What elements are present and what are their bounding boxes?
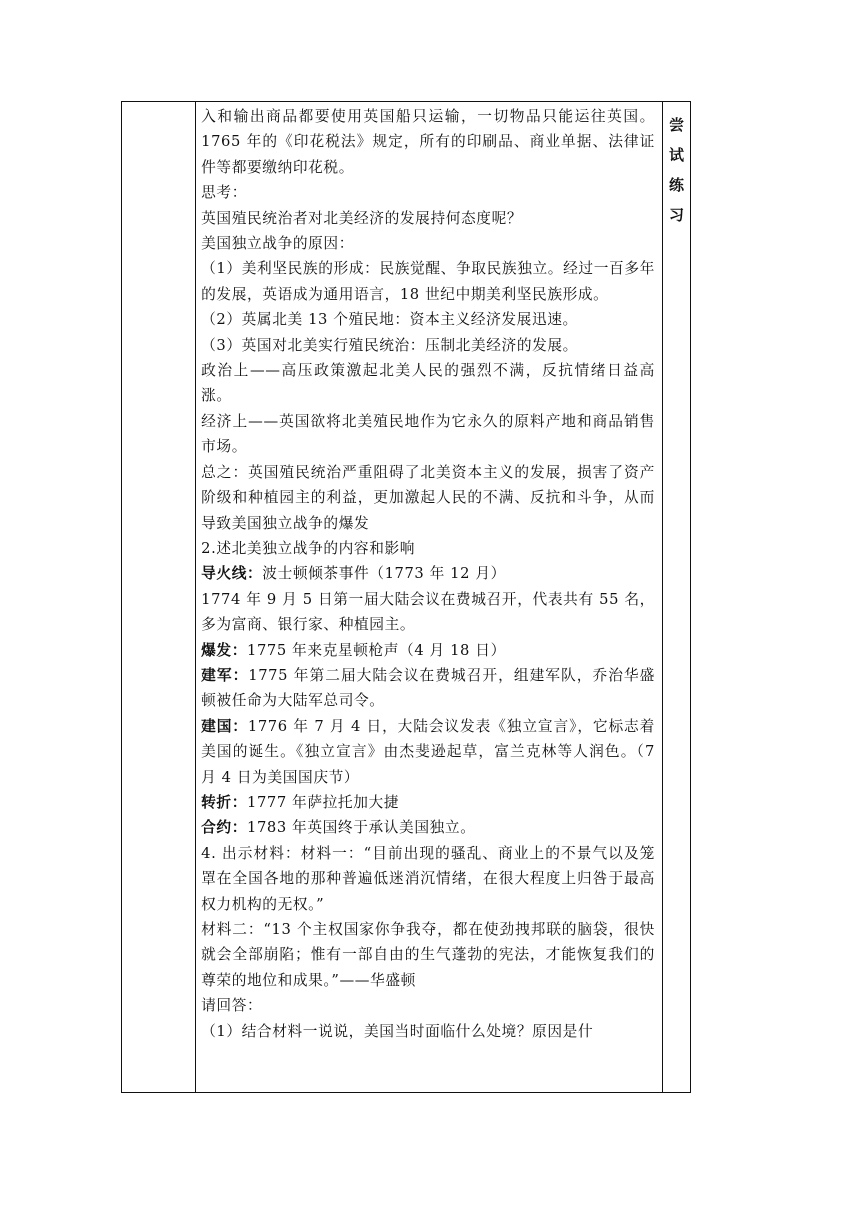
keyword-label: 合约： — [201, 819, 247, 837]
lesson-plan-table — [121, 101, 691, 1093]
content-line — [201, 307, 655, 332]
content-line — [201, 409, 655, 460]
content-line — [201, 536, 655, 561]
content-line — [201, 993, 655, 1018]
line-text: 入和输出商品都要使用英国船只运输，一切物品只能运往英国。1765 年的《印花税法》规定，所有的印刷品、商业单据、法律证件等都要缴纳印花税。 — [201, 108, 655, 176]
line-text: 1776 年 7 月 4 日，大陆会议发表《独立宣言》，它标志着美国的诞生。《独立宣言》由杰斐逊起草，富兰克林等人润色。（7 月 4 日为美国国庆节） — [201, 717, 655, 786]
keyword-label: 建国： — [201, 717, 248, 735]
line-text: （1）结合材料一说说，美国当时面临什么处境？原因是什 — [201, 1022, 594, 1040]
keyword-label: 转折： — [201, 793, 247, 811]
line-text: （1）美利坚民族的形成：民族觉醒、争取民族独立。经过一百多年的发展，英语成为通用语言，18 世纪中期美利坚民族形成。 — [201, 260, 655, 303]
side-note-cell — [662, 102, 690, 1093]
content-line — [201, 714, 655, 790]
content-line — [201, 663, 655, 714]
line-text: 1774 年 9 月 5 日第一届大陆会议在费城召开，代表共有 55 名，多为富商、银行家、种植园主。 — [201, 590, 655, 634]
line-text: （2）英属北美 13 个殖民地：资本主义经济发展迅速。 — [201, 311, 578, 329]
content-line — [201, 104, 655, 180]
content-line — [201, 587, 655, 638]
content-line — [201, 790, 655, 815]
line-text: 波士顿倾茶事件（1773 年 12 月） — [262, 565, 506, 583]
content-line — [201, 841, 655, 917]
content-line — [201, 460, 655, 536]
content-line — [201, 231, 655, 256]
line-text: 2.述北美独立战争的内容和影响 — [201, 539, 416, 557]
keyword-label: 导火线： — [201, 565, 263, 583]
line-text: 材料二：“13 个主权国家你争我夺，都在使劲拽邦联的脑袋，很快就会全部崩陷；惟有一部自由的生气蓬勃的宪法，才能恢复我们的尊荣的地位和成果。”——华盛顿 — [201, 921, 655, 989]
line-text: 请回答： — [201, 997, 263, 1015]
content-line — [201, 917, 655, 993]
content-line — [201, 180, 655, 205]
content-cell — [196, 102, 663, 1093]
empty-left-cell — [122, 102, 196, 1093]
line-text: （3）英国对北美实行殖民统治：压制北美经济的发展。 — [201, 336, 578, 354]
line-text: 总之：英国殖民统治严重阻碍了北美资本主义的发展，损害了资产阶级和种植园主的利益，更加激起人民的不满、反抗和斗争，从而导致美国独立战争的爆发 — [201, 463, 655, 532]
table-row — [122, 102, 691, 1093]
line-text: 4. 出示材料：材料一：“目前出现的骚乱、商业上的不景气以及笼罩在全国各地的那种普遍低迷消沉情绪，在很大程度上归咎于最高权力机构的无权。” — [201, 844, 655, 913]
line-text: 思考： — [201, 184, 247, 202]
content-line — [201, 638, 655, 663]
line-text: 1783 年英国终于承认美国独立。 — [247, 819, 476, 837]
keyword-label: 爆发： — [201, 641, 247, 659]
line-text: 经济上——英国欲将北美殖民地作为它永久的原料产地和商品销售市场。 — [201, 412, 655, 456]
line-text: 政治上——高压政策激起北美人民的强烈不满，反抗情绪日益高涨。 — [201, 362, 655, 405]
line-text: 1775 年来克星顿枪声（4 月 18 日） — [247, 641, 506, 659]
keyword-label: 建军： — [201, 666, 249, 684]
line-text: 1775 年第二届大陆会议在费城召开，组建军队，乔治华盛顿被任命为大陆军总司令。 — [201, 666, 655, 710]
content-line — [201, 206, 655, 231]
side-note-label: 尝试练习 — [668, 116, 685, 224]
content-line — [201, 358, 655, 409]
content-line — [201, 561, 655, 586]
line-text: 美国独立战争的原因： — [201, 235, 355, 253]
line-text: 英国殖民统治者对北美经济的发展持何态度呢？ — [201, 209, 523, 227]
content-line — [201, 815, 655, 840]
content-line — [201, 333, 655, 358]
content-line — [201, 1019, 655, 1044]
line-text: 1777 年萨拉托加大捷 — [247, 793, 400, 811]
content-body — [201, 104, 655, 1092]
content-line — [201, 256, 655, 307]
